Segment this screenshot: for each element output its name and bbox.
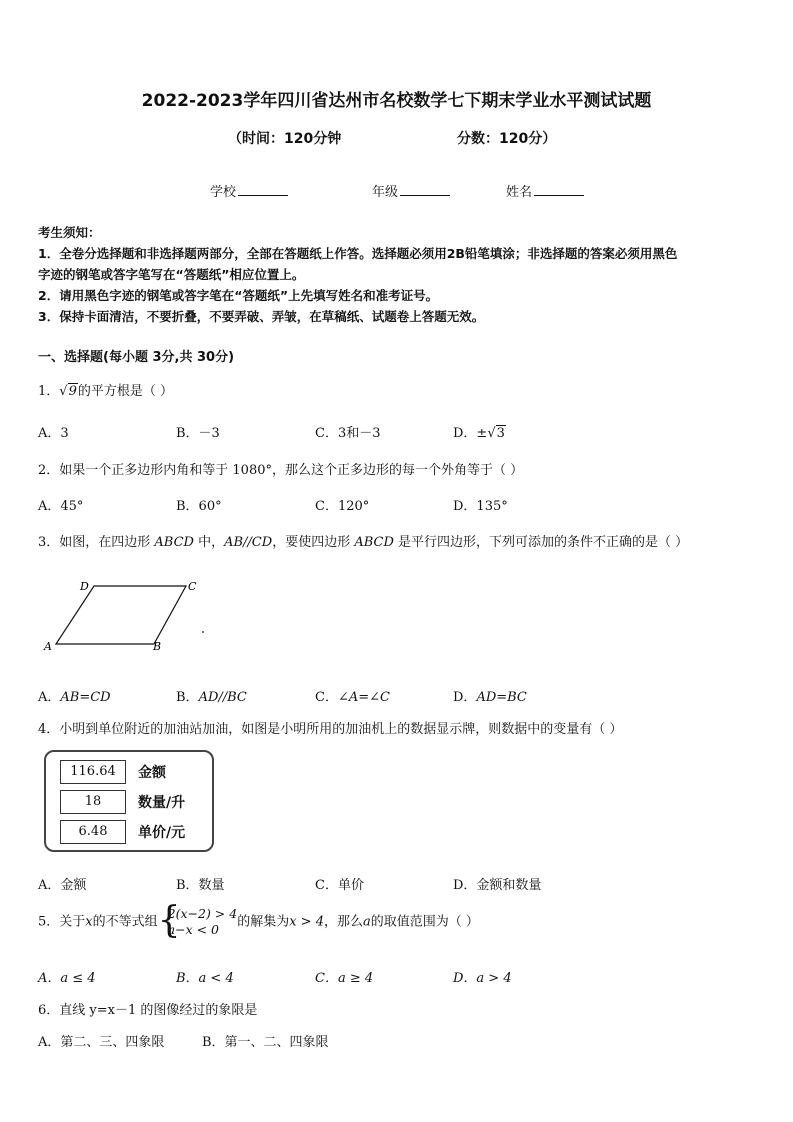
amount-label: 金额 [138,765,166,781]
q4-option-b: B．数量 [176,878,225,893]
question-1 [38,380,173,399]
q5-option-b: B．a < 4 [176,971,234,986]
page-title: 2022-2023学年四川省达州市名校数学七下期末学业水平测试试题 [141,91,652,111]
q4-option-d: D．金额和数量 [453,878,542,893]
notice-line-3: 3．保持卡面清洁，不要折叠，不要弄破、弄皱，在草稿纸、试题卷上答题无效。 [38,309,485,324]
school-blank [238,183,288,196]
q4-option-a: A．金额 [38,878,87,893]
q6-option-b: B．第一、二、四象限 [202,1035,329,1050]
grade-label: 年级 [372,185,399,200]
notice-line-1: 1．全卷分选择题和非选择题两部分，全部在答题纸上作答。选择题必须用2B铅笔填涂；非选择题的答案必须用黑色 [38,246,678,261]
q3-option-b: B．AD//BC [176,690,247,705]
amount-value: 116.64 [60,760,126,784]
notice-heading: 考生须知： [38,225,101,240]
fuel-display-board [44,750,214,852]
vertex-c-label: C [188,580,197,593]
vertex-d-label: D [80,580,89,593]
unit-price-label: 单价/元 [138,825,186,841]
q3-option-a: A．AB=CD [38,690,111,705]
notice-line-2: 2．请用黑色字迹的钢笔或答字笔在“答题纸”上先填写姓名和准考证号。 [38,288,439,303]
q5-option-a: A．a ≤ 4 [38,971,96,986]
school-field [210,181,288,200]
q3-option-c: C．∠A=∠C [315,690,390,705]
name-field [506,181,584,200]
name-label: 姓名 [506,185,533,200]
quantity-label: 数量/升 [138,795,186,811]
name-blank [534,183,584,196]
section-heading: 一、选择题(每小题 3分,共 30分) [38,350,235,365]
q6-option-a: A．第二、三、四象限 [38,1035,165,1050]
q1-option-d: D．±√3 [453,426,505,441]
q2-option-d: D．135° [453,499,508,514]
vertex-b-label: B [153,640,162,653]
q1-stem: 的平方根是（ ） [77,384,173,399]
question-6: 6．直线 y=x－1 的图像经过的象限是 [38,1003,258,1018]
parallelogram-shape [56,586,186,644]
q4-option-c: C．单价 [315,878,364,893]
q5-option-c: C．a ≥ 4 [315,971,374,986]
sqrt-3: √3 [487,426,505,441]
sqrt-9: √9 [59,384,77,399]
q5-option-d: D．a > 4 [453,971,512,986]
q3-option-d: D．AD=BC [453,690,527,705]
quantity-value: 18 [60,790,126,814]
q1-number: 1． [38,384,60,399]
q1-option-b: B．－3 [176,426,220,441]
q2-option-a: A．45° [38,499,84,514]
inequality-2: a−x < 0 [167,922,219,937]
inequality-system [157,900,238,941]
grade-field [372,181,450,200]
parallelogram-figure [40,578,220,656]
question-4: 4．小明到单位附近的加油站加油，如图是小明所用的加油机上的数据显示牌，则数据中的变量有（ ） [38,722,623,737]
q1-option-a: A．3 [38,426,69,441]
score-label: 分数：120分） [457,131,557,147]
q2-option-c: C．120° [315,499,370,514]
notice-line-1b: 字迹的钢笔或答字笔写在“答题纸”相应位置上。 [38,267,305,282]
question-5: 5．关于x的不等式组 { 2(x−2) > 4 a−x < 0 的解集为x > 4，那么a的取值范围为（ ） [38,900,479,941]
brace: { [157,900,181,941]
stray-dot [202,631,204,633]
q1-option-c: C．3和－3 [315,426,381,441]
school-label: 学校 [210,185,237,200]
vertex-a-label: A [44,640,52,653]
question-2: 2．如果一个正多边形内角和等于 1080°，那么这个正多边形的每一个外角等于（ ） [38,463,524,478]
q2-option-b: B．60° [176,499,222,514]
question-3: 3．如图，在四边形 ABCD 中，AB//CD，要使四边形 ABCD 是平行四边形，下列可添加的条件不正确的是（ ） [38,535,689,550]
time-label: （时间：120分钟 [228,131,342,147]
inequality-1: 2(x−2) > 4 [167,906,238,921]
unit-price-value: 6.48 [60,820,126,844]
grade-blank [400,183,450,196]
